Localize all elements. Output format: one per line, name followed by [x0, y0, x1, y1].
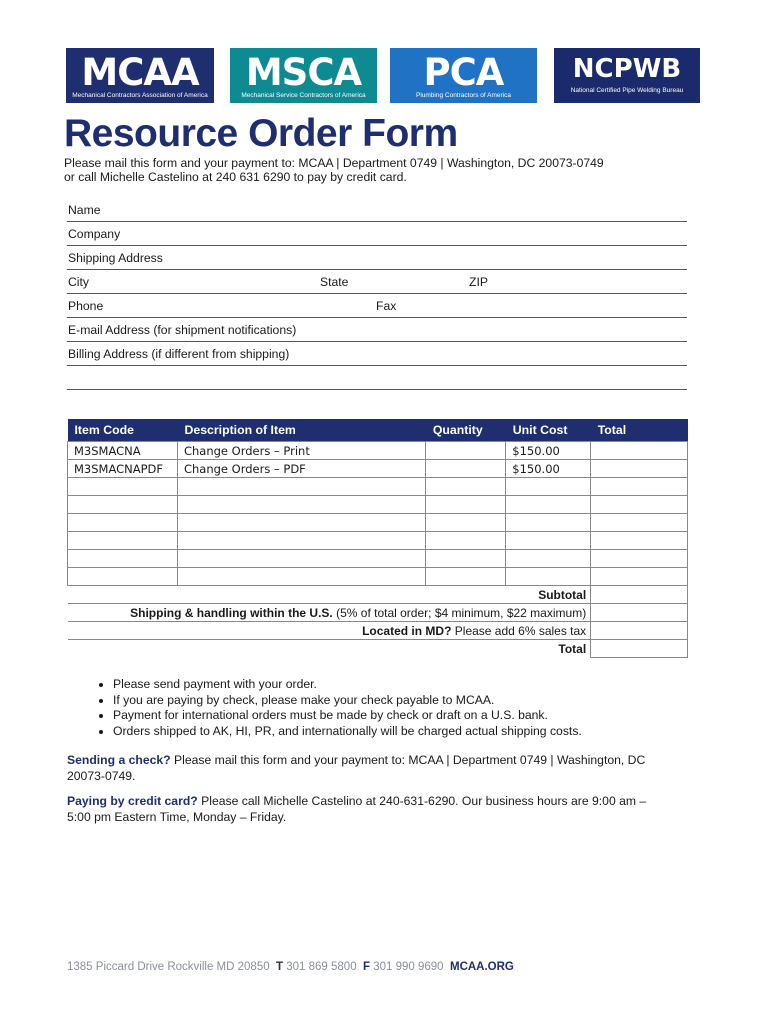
quantity-cell[interactable] [426, 496, 506, 514]
intro-line-2: or call Michelle Castelino at 240 631 6290 to pay by credit card. [64, 170, 407, 184]
item-code-cell[interactable] [68, 496, 178, 514]
intro-line-1: Please mail this form and your payment to: MCAA | Department 0749 | Washington, DC 20073-0749 [64, 156, 604, 170]
table-row [68, 514, 688, 532]
header-total: Total [591, 419, 688, 442]
shipping-label: Shipping & handling within the U.S. (5% of total order; $4 minimum, $22 maximum) [68, 604, 591, 622]
city-state-zip-field[interactable] [67, 270, 687, 294]
footer-phone: 301 869 5800 [286, 961, 357, 973]
header-item-code: Item Code [68, 419, 178, 442]
grand-total-cell[interactable] [591, 640, 688, 658]
zip-label: ZIP [469, 275, 488, 289]
header-description: Description of Item [177, 419, 425, 442]
description-cell: Change Orders – PDF [177, 460, 425, 478]
footer-t-label: T [276, 961, 284, 973]
company-field[interactable] [67, 222, 687, 246]
unit-cost-cell[interactable] [506, 514, 591, 532]
quantity-cell[interactable] [426, 550, 506, 568]
unit-cost-cell[interactable] [506, 550, 591, 568]
description-cell[interactable] [177, 478, 425, 496]
description-cell[interactable] [177, 568, 425, 586]
payment-notes [95, 677, 582, 740]
email-field[interactable] [67, 318, 687, 342]
intro-text [64, 156, 684, 184]
total-cell[interactable] [591, 442, 688, 460]
table-row [68, 478, 688, 496]
total-cell[interactable] [591, 460, 688, 478]
item-code-cell: M3SMACNAPDF [68, 460, 178, 478]
quantity-cell[interactable] [426, 532, 506, 550]
mcaa-logo [66, 48, 214, 103]
table-row [68, 442, 688, 460]
shipping-address-field[interactable] [67, 246, 687, 270]
quantity-cell[interactable] [426, 568, 506, 586]
unit-cost-cell: $150.00 [506, 460, 591, 478]
shipping-row [68, 604, 688, 622]
table-row [68, 532, 688, 550]
list-item: • Payment for international orders must be made by check or draft on a U.S. bank. [113, 708, 582, 724]
phone-fax-field[interactable] [67, 294, 687, 318]
item-code-cell[interactable] [68, 550, 178, 568]
address-fields [67, 198, 687, 390]
ncpwb-logo-abbr: NCPWB [572, 54, 682, 84]
name-field[interactable] [67, 198, 687, 222]
state-label: State [320, 275, 349, 289]
order-table [67, 419, 688, 658]
table-row [68, 460, 688, 478]
subtotal-row [68, 586, 688, 604]
md-tax-cell[interactable] [591, 622, 688, 640]
billing-address-label: Billing Address (if different from shipping) [68, 347, 290, 361]
check-instructions: Sending a check? Please mail this form and your payment to: MCAA | Department 0749 | Washington, DC 20073-0749. [67, 753, 646, 783]
total-cell[interactable] [591, 568, 688, 586]
billing-address-field[interactable] [67, 342, 687, 366]
md-tax-label: Located in MD? Please add 6% sales tax [68, 622, 591, 640]
quantity-cell[interactable] [426, 478, 506, 496]
mcaa-logo-name: Mechanical Contractors Association of America [72, 92, 208, 99]
pca-logo-name: Plumbing Contractors of America [415, 92, 511, 99]
msca-logo-name: Mechanical Service Contractors of America [241, 92, 366, 99]
unit-cost-cell[interactable] [506, 568, 591, 586]
credit-card-instructions: Paying by credit card? Please call Michelle Castelino at 240-631-6290. Our business hours are 9:00 am – 5:00 pm Eastern Time, Monday – Friday. [67, 794, 647, 824]
company-label: Company [68, 227, 121, 241]
ncpwb-logo-name: National Certified Pipe Welding Bureau [570, 87, 684, 94]
ncpwb-logo [554, 48, 700, 103]
table-row [68, 568, 688, 586]
msca-logo-abbr: MSCA [245, 51, 362, 94]
shipping-cell[interactable] [591, 604, 688, 622]
footer-f-label: F [363, 961, 371, 973]
list-item: • If you are paying by check, please make your check payable to MCAA. [113, 693, 582, 709]
city-label: City [68, 275, 89, 289]
total-label: Total [68, 640, 591, 658]
unit-cost-cell: $150.00 [506, 442, 591, 460]
billing-address-line-2[interactable] [67, 366, 687, 390]
unit-cost-cell[interactable] [506, 496, 591, 514]
item-code-cell[interactable] [68, 478, 178, 496]
page-title: Resource Order Form [64, 112, 458, 155]
md-tax-row [68, 622, 688, 640]
description-cell[interactable] [177, 550, 425, 568]
email-label: E-mail Address (for shipment notifications) [68, 323, 297, 337]
shipping-address-label: Shipping Address [68, 251, 163, 265]
total-cell[interactable] [591, 496, 688, 514]
header-quantity: Quantity [426, 419, 506, 442]
list-item: • Please send payment with your order. [113, 677, 582, 693]
total-cell[interactable] [591, 550, 688, 568]
item-code-cell[interactable] [68, 532, 178, 550]
quantity-cell[interactable] [426, 442, 506, 460]
pca-logo [390, 48, 537, 103]
quantity-cell[interactable] [426, 514, 506, 532]
phone-label: Phone [68, 299, 104, 313]
total-cell[interactable] [591, 514, 688, 532]
total-cell[interactable] [591, 478, 688, 496]
total-cell[interactable] [591, 532, 688, 550]
table-row [68, 496, 688, 514]
unit-cost-cell[interactable] [506, 478, 591, 496]
list-item: • Orders shipped to AK, HI, PR, and internationally will be charged actual shipping costs. [113, 724, 582, 740]
table-header-row [68, 419, 688, 442]
item-code-cell: M3SMACNA [68, 442, 178, 460]
subtotal-label: Subtotal [68, 586, 591, 604]
fax-label: Fax [376, 299, 397, 313]
quantity-cell[interactable] [426, 460, 506, 478]
table-row [68, 550, 688, 568]
footer [67, 961, 514, 973]
pca-logo-abbr: PCA [423, 51, 504, 94]
unit-cost-cell[interactable] [506, 532, 591, 550]
footer-site-link[interactable]: MCAA.ORG [449, 961, 514, 973]
footer-fax: 301 990 9690 [373, 961, 444, 973]
total-row [68, 640, 688, 658]
description-cell: Change Orders – Print [177, 442, 425, 460]
header-unit-cost: Unit Cost [506, 419, 591, 442]
msca-logo [230, 48, 377, 103]
description-cell[interactable] [177, 496, 425, 514]
description-cell[interactable] [177, 532, 425, 550]
mcaa-logo-abbr: MCAA [81, 51, 199, 94]
subtotal-cell[interactable] [591, 586, 688, 604]
description-cell[interactable] [177, 514, 425, 532]
name-label: Name [68, 203, 101, 217]
footer-address: 1385 Piccard Drive Rockville MD 20850 [67, 961, 270, 973]
item-code-cell[interactable] [68, 514, 178, 532]
item-code-cell[interactable] [68, 568, 178, 586]
